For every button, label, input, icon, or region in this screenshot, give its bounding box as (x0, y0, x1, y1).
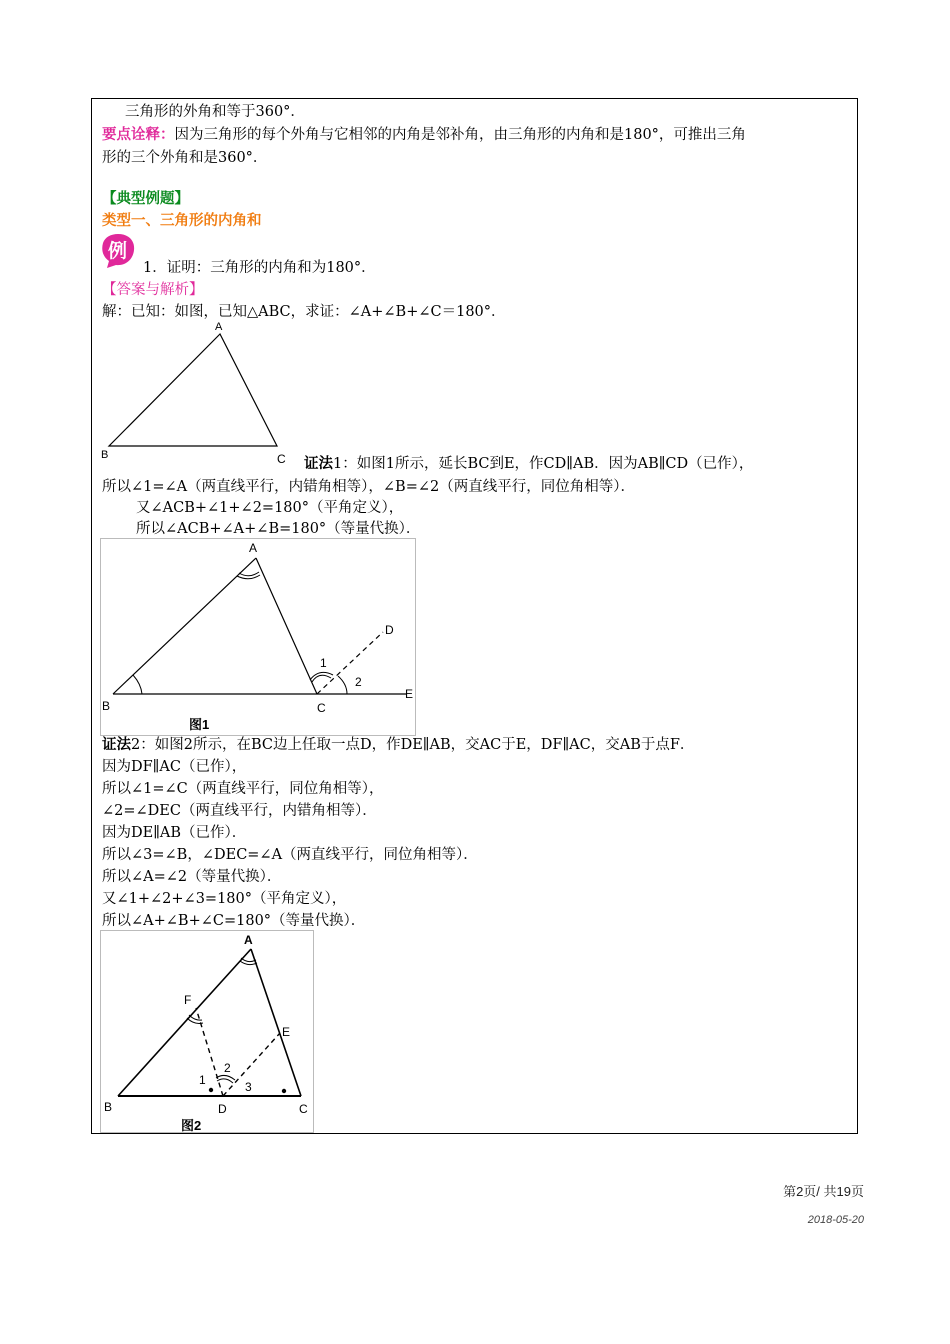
angle-1-label: 1 (199, 1073, 206, 1087)
vertex-a-label: A (244, 933, 253, 947)
point-e-label: E (405, 687, 414, 701)
vertex-a-label: A (249, 541, 258, 555)
proof-line: ∠2=∠DEC（两直线平行，内错角相等）． (102, 803, 377, 819)
method-2-text: 2：如图2所示，在BC边上任取一点D，作DE∥AB，交AC于E，DF∥AC，交AB于点F． (131, 737, 695, 753)
angle-1-label: 1 (320, 656, 327, 670)
proof-line: 因为DE∥AB（已作）． (102, 825, 247, 841)
text-line: 形的三个外角和是360°． (102, 150, 268, 166)
key-point-text: 因为三角形的每个外角与它相邻的内角是邻补角，由三角形的内角和是180°，可推出三角 (174, 127, 746, 143)
figure-2 (100, 930, 314, 1133)
method-2-line (102, 735, 694, 755)
point-d-label: D (218, 1102, 227, 1116)
point-d-label: D (385, 623, 394, 637)
triangle-figure (98, 318, 298, 468)
vertex-c-label: C (277, 452, 286, 466)
figure-caption: 图2 (181, 1118, 202, 1133)
vertex-b-label: B (102, 699, 111, 713)
proof-line: 又∠ACB+∠1+∠2=180°（平角定义）， (136, 500, 404, 516)
angle-2-label: 2 (355, 675, 362, 689)
point-f-label: F (184, 993, 192, 1007)
vertex-b-label: B (104, 1100, 113, 1114)
page-number: 第2页/ 共19页 (783, 1184, 864, 1199)
angle-2-label: 2 (224, 1061, 231, 1075)
vertex-b-label: B (101, 449, 109, 461)
angle-3-label: 3 (245, 1080, 252, 1094)
section-title: 【典型例题】 (102, 190, 189, 207)
key-point-label: 要点诠释： (102, 126, 175, 143)
proof-line: 所以∠A+∠B+∠C=180°（等量代换）． (102, 913, 366, 929)
proof-line: 所以∠1=∠C（两直线平行，同位角相等）， (102, 781, 384, 797)
figure-1 (100, 538, 416, 736)
point-e-label: E (282, 1025, 291, 1039)
proof-line: 所以∠3=∠B，∠DEC=∠A（两直线平行，同位角相等）． (102, 847, 478, 863)
proof-line: 所以∠1=∠A（两直线平行，内错角相等），∠B=∠2（两直线平行，同位角相等）． (102, 479, 635, 495)
proof-line: 所以∠ACB+∠A+∠B=180°（等量代换）． (136, 521, 421, 537)
proof-line: 因为DF∥AC（已作）， (102, 759, 247, 775)
vertex-a-label: A (215, 321, 223, 333)
example-badge (99, 231, 137, 269)
key-point-line (102, 125, 746, 145)
type-title: 类型一、三角形的内角和 (102, 212, 262, 229)
vertex-c-label: C (317, 701, 326, 715)
method-1-label: 证法 (304, 455, 333, 472)
given-statement: 解：已知：如图，已知△ABC，求证：∠A+∠B+∠C＝180°． (102, 304, 506, 320)
method-2-label: 证法 (102, 736, 131, 753)
figure-caption: 图1 (189, 717, 210, 732)
vertex-c-label: C (299, 1102, 308, 1116)
proof-line: 又∠1+∠2+∠3=180°（平角定义）， (102, 891, 347, 907)
text-line: 三角形的外角和等于360°． (125, 104, 305, 120)
badge-text: 例 (108, 240, 128, 262)
method-1-text: 1：如图1所示，延长BC到E，作CD∥AB．因为AB∥CD（已作）， (333, 456, 754, 472)
question-1: 1．证明：三角形的内角和为180°． (143, 260, 376, 276)
footer-date: 2018-05-20 (807, 1214, 864, 1226)
proof-line: 所以∠A=∠2（等量代换）． (102, 869, 282, 885)
method-1-line (304, 454, 753, 474)
answer-title: 【答案与解析】 (102, 282, 204, 298)
